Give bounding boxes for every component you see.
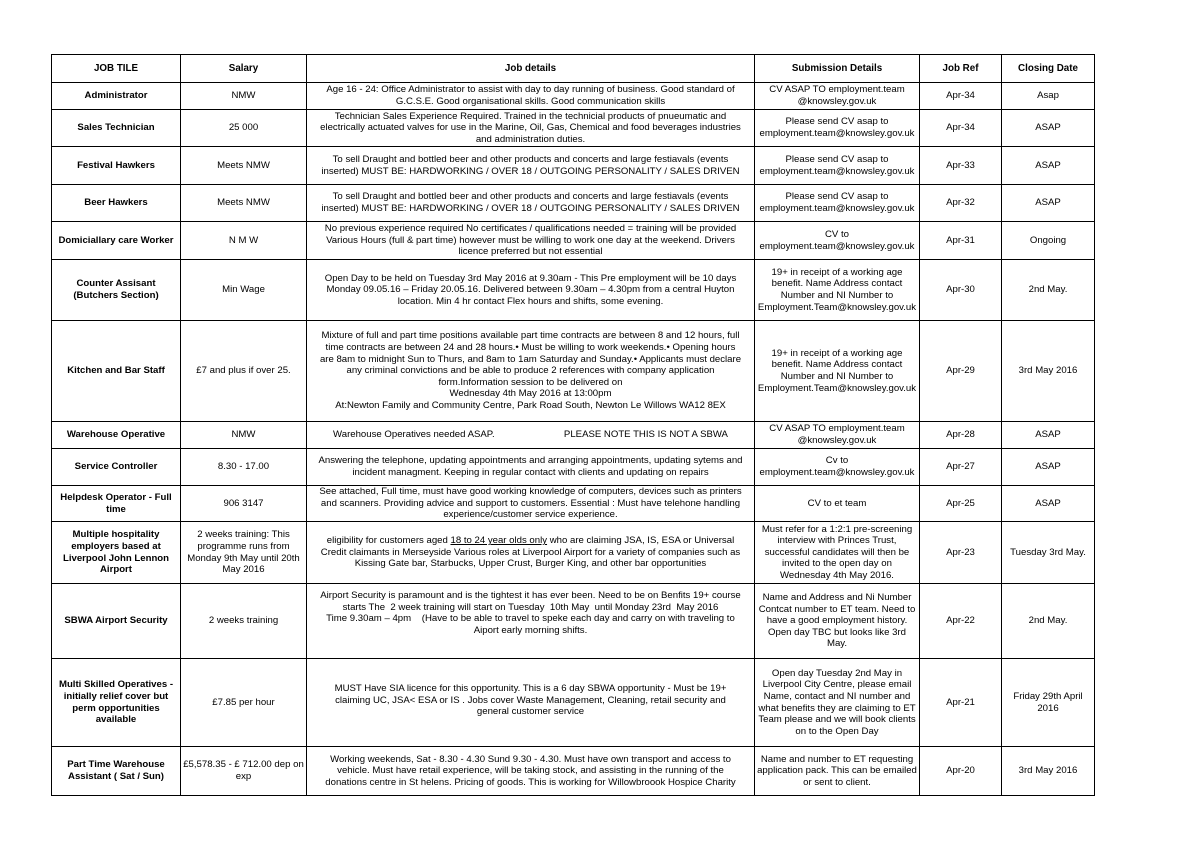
- job-ref: Apr-32: [920, 185, 1002, 222]
- job-title: Part Time Warehouse Assistant ( Sat / Sun): [52, 747, 181, 796]
- job-details: [307, 83, 755, 110]
- details-line: Monday 09.05.16 – Friday 20.05.16. Delivered between 9.30am – 4.30pm from a central Huyton: [326, 284, 735, 296]
- submission-details: Please send CV asap to employment.team@knowsley.gov.uk: [755, 110, 920, 147]
- details-line: Warehouse Operatives needed ASAP. PLEASE NOTE THIS IS NOT A SBWA: [333, 429, 728, 441]
- closing-date: ASAP: [1002, 449, 1095, 486]
- job-title: Multi Skilled Operatives - initially relief cover but perm opportunities available: [52, 659, 181, 747]
- submission-details: Cv to employment.team@knowsley.gov.uk: [755, 449, 920, 486]
- job-ref: Apr-23: [920, 522, 1002, 584]
- salary: 2 weeks training: This programme runs from Monday 9th May until 20th May 2016: [181, 522, 307, 584]
- details-line: form.Information session to be delivered on: [438, 376, 623, 388]
- submission-details: 19+ in receipt of a working age benefit. Name Address contact Number and NI Number to Employment.Team@knowsley.gov.uk: [755, 260, 920, 321]
- submission-details: Name and Address and Ni Number Contcat number to ET team. Need to have a good employment history. Open day TBC but looks like 3rd May.: [755, 584, 920, 659]
- salary: 8.30 - 17.00: [181, 449, 307, 486]
- table-row: [52, 185, 1095, 222]
- table-row: [52, 321, 1095, 422]
- salary: Min Wage: [181, 260, 307, 321]
- table-row: [52, 522, 1095, 584]
- closing-date: 2nd May.: [1002, 584, 1095, 659]
- job-title: Administrator: [52, 83, 181, 110]
- details-line: No previous experience required No certificates / qualifications needed = training will be provided: [324, 223, 737, 235]
- job-ref: Apr-33: [920, 147, 1002, 185]
- details-line: Wednesday 4th May 2016 at 13:00pm: [449, 388, 612, 400]
- job-ref: Apr-22: [920, 584, 1002, 659]
- table-row: [52, 260, 1095, 321]
- job-details: [307, 659, 755, 747]
- table-row: [52, 222, 1095, 260]
- salary: £7 and plus if over 25.: [181, 321, 307, 422]
- details-line: inserted) MUST BE: HARDWORKING / OVER 18 / OUTGOING PERSONALITY / SALES DRIVEN: [321, 165, 740, 177]
- job-listings-table: [51, 54, 1095, 796]
- details-line: Open Day to be held on Tuesday 3rd May 2016 at 9.30am - This Pre employment will be 10 days: [324, 272, 737, 284]
- details-line: See attached, Full time, must have good working knowledge of computers, devices such as printers: [319, 486, 742, 498]
- details-line: and scanners. Providing advice and support to customers. Essential : Must have telehone handling: [320, 497, 741, 509]
- job-details: [307, 147, 755, 185]
- eligibility-underlined-text: 18 to 24 year olds only: [450, 535, 548, 547]
- header-closing-date: Closing Date: [1002, 55, 1095, 83]
- details-line: Airport Security is paramount and is the tightest it has ever been. Need to be on Benfits 19+ course: [320, 590, 741, 601]
- details-line: electrically actuated valves for use in the Marine, Oil, Gas, Chemical and food beverages industries: [320, 122, 741, 134]
- job-title: Warehouse Operative: [52, 422, 181, 449]
- details-line: Credit claimants in Merseyside Various roles at Liverpool Airport for a variety of companies such as: [320, 546, 741, 558]
- submission-details: CV ASAP TO employment.team @knowsley.gov.uk: [755, 422, 920, 449]
- submission-details: Name and number to ET requesting application pack. This can be emailed or sent to client.: [755, 747, 920, 796]
- details-line: time contracts are between 24 and 28 hours.• Must be willing to work weekends.• Opening hours: [325, 342, 736, 354]
- closing-date: Tuesday 3rd May.: [1002, 522, 1095, 584]
- table-row: [52, 147, 1095, 185]
- table-row: [52, 83, 1095, 110]
- details-line: starts The 2 week training will start on Tuesday 10th May until Monday 23rd May 2016: [342, 601, 719, 613]
- table-row: [52, 486, 1095, 522]
- job-details: [307, 185, 755, 222]
- job-title: Helpdesk Operator - Full time: [52, 486, 181, 522]
- job-title: Service Controller: [52, 449, 181, 486]
- job-details: [307, 449, 755, 486]
- job-ref: Apr-25: [920, 486, 1002, 522]
- submission-details: Please send CV asap to employment.team@knowsley.gov.uk: [755, 185, 920, 222]
- job-title: Multiple hospitality employers based at Liverpool John Lennon Airport: [52, 522, 181, 584]
- job-ref: Apr-34: [920, 83, 1002, 110]
- details-line: MUST Have SIA licence for this opportunity. This is a 6 day SBWA opportunity - Must be 19+: [334, 683, 727, 694]
- details-line: and administration duties.: [475, 133, 586, 145]
- job-details: [307, 486, 755, 522]
- header-row: [52, 55, 1095, 83]
- job-title: Beer Hawkers: [52, 185, 181, 222]
- details-line: To sell Draught and bottled beer and other products and concerts and large festiavals (events: [332, 191, 729, 203]
- job-title: Festival Hawkers: [52, 147, 181, 185]
- job-details: [307, 110, 755, 147]
- closing-date: ASAP: [1002, 185, 1095, 222]
- table-row: [52, 747, 1095, 796]
- details-line: Aiport early morning shifts.: [473, 624, 588, 636]
- details-line: Working weekends, Sat - 8.30 - 4.30 Sund 9.30 - 4.30. Must have own transport and access to: [330, 753, 731, 765]
- details-line: claiming UC, JSA< ESA or IS . Jobs cover Waste Management, Cleaning, retail security and: [335, 694, 726, 706]
- job-details: [307, 584, 755, 659]
- job-details: [307, 260, 755, 321]
- details-line: experience/customer service experience.: [443, 509, 618, 521]
- closing-date: ASAP: [1002, 110, 1095, 147]
- details-line: donations centre in St helens. Pricing of goods. This is working for Willowbroook Hospice Charity: [325, 776, 736, 788]
- submission-details: Must refer for a 1:2:1 pre-screening interview with Princes Trust, successful candidates will then be invited to the open day on Wednesday 4th May 2016.: [755, 522, 920, 584]
- header-submission-details: Submission Details: [755, 55, 920, 83]
- salary: Meets NMW: [181, 185, 307, 222]
- details-line: Age 16 - 24: Office Administrator to assist with day to day running of business. Good standard of: [326, 84, 735, 96]
- closing-date: 2nd May.: [1002, 260, 1095, 321]
- salary: 25 000: [181, 110, 307, 147]
- details-line: any criminal convictions and be able to produce 2 references with company application: [346, 365, 715, 377]
- details-line: G.C.S.E. Good organisational skills. Good communication skills: [395, 96, 666, 107]
- details-line: incident managment. Keeping in regular contact with clients and updating on repairs: [352, 467, 709, 478]
- job-title: SBWA Airport Security: [52, 584, 181, 659]
- header-salary: Salary: [181, 55, 307, 83]
- submission-details: CV to et team: [755, 486, 920, 522]
- details-line: licence preferred but not essential: [458, 246, 603, 258]
- job-details: [307, 222, 755, 260]
- submission-details: Please send CV asap to employment.team@knowsley.gov.uk: [755, 147, 920, 185]
- job-ref: Apr-34: [920, 110, 1002, 147]
- details-line: [309, 535, 752, 547]
- job-details: [307, 522, 755, 584]
- closing-date: ASAP: [1002, 422, 1095, 449]
- job-details: [307, 747, 755, 796]
- table-row: [52, 110, 1095, 147]
- details-line: are 8am to midnight Sun to Thurs, and 8am to 1am Saturday and Sunday.• Applicants must declare: [319, 353, 742, 365]
- closing-date: 3rd May 2016: [1002, 321, 1095, 422]
- salary: £5,578.35 - £ 712.00 dep on exp: [181, 747, 307, 796]
- job-ref: Apr-31: [920, 222, 1002, 260]
- details-line: Answering the telephone, updating appointments and arranging appointments, updating sytems and: [318, 455, 743, 467]
- salary: NMW: [181, 83, 307, 110]
- table-row: [52, 659, 1095, 747]
- salary: 906 3147: [181, 486, 307, 522]
- header-job-title: JOB TILE: [52, 55, 181, 83]
- details-line: inserted) MUST BE: HARDWORKING / OVER 18 / OUTGOING PERSONALITY / SALES DRIVEN: [321, 203, 740, 214]
- details-line: Technician Sales Experience Required. Trained in the technicial products of pnueumatic and: [334, 110, 727, 122]
- closing-date: ASAP: [1002, 486, 1095, 522]
- salary: Meets NMW: [181, 147, 307, 185]
- salary: NMW: [181, 422, 307, 449]
- job-title: Kitchen and Bar Staff: [52, 321, 181, 422]
- job-ref: Apr-21: [920, 659, 1002, 747]
- closing-date: Friday 29th April 2016: [1002, 659, 1095, 747]
- details-line: Mixture of full and part time positions available part time contracts are between 8 and 12 hours, full: [321, 330, 740, 342]
- header-job-details: Job details: [307, 55, 755, 83]
- details-line: At:Newton Family and Community Centre, Park Road South, Newton Le Willows WA12 8EX: [335, 399, 726, 411]
- details-text: eligibility for customers aged: [326, 535, 451, 547]
- submission-details: CV ASAP TO employment.team @knowsley.gov.uk: [755, 83, 920, 110]
- job-title: Sales Technician: [52, 110, 181, 147]
- details-line: Time 9.30am – 4pm (Have to be able to travel to speke each day and carry on with traveling to: [326, 613, 735, 625]
- salary: 2 weeks training: [181, 584, 307, 659]
- table-row: [52, 449, 1095, 486]
- closing-date: ASAP: [1002, 147, 1095, 185]
- job-ref: Apr-29: [920, 321, 1002, 422]
- closing-date: Asap: [1002, 83, 1095, 110]
- details-line: Various Hours (full & part time) however must be willing to work one day at the weekend. Drivers: [326, 234, 735, 246]
- details-line: vehicle. Must have retail experience, will be taking stock, and assisting in the running of the: [337, 765, 724, 777]
- job-ref: Apr-28: [920, 422, 1002, 449]
- job-title: Domiciallary care Worker: [52, 222, 181, 260]
- submission-details: CV to employment.team@knowsley.gov.uk: [755, 222, 920, 260]
- table-row: [52, 422, 1095, 449]
- job-ref: Apr-30: [920, 260, 1002, 321]
- header-job-ref: Job Ref: [920, 55, 1002, 83]
- closing-date: Ongoing: [1002, 222, 1095, 260]
- job-ref: Apr-20: [920, 747, 1002, 796]
- salary: N M W: [181, 222, 307, 260]
- submission-details: 19+ in receipt of a working age benefit. Name Address contact Number and NI Number to Employment.Team@knowsley.gov.uk: [755, 321, 920, 422]
- job-details: [307, 422, 755, 449]
- details-line: Kissing Gate bar, Starbucks, Upper Crust, Burger King, and other bar opportunities: [354, 558, 707, 570]
- table-row: [52, 584, 1095, 659]
- details-line: location. Min 4 hr contact Flex hours and shifts, some evening.: [397, 295, 664, 307]
- salary: £7.85 per hour: [181, 659, 307, 747]
- job-title: Counter Assisant (Butchers Section): [52, 260, 181, 321]
- submission-details: Open day Tuesday 2nd May in Liverpool City Centre, please email Name, contact and NI number and what benefits they are claiming to ET Team please and we will book clients on to the Open Day: [755, 659, 920, 747]
- details-line: general customer service: [476, 706, 585, 718]
- closing-date: 3rd May 2016: [1002, 747, 1095, 796]
- job-details: [307, 321, 755, 422]
- job-ref: Apr-27: [920, 449, 1002, 486]
- details-line: To sell Draught and bottled beer and other products and concerts and large festiavals (events: [332, 153, 729, 165]
- details-text: who are claiming JSA, IS, ESA or Universal: [547, 535, 735, 547]
